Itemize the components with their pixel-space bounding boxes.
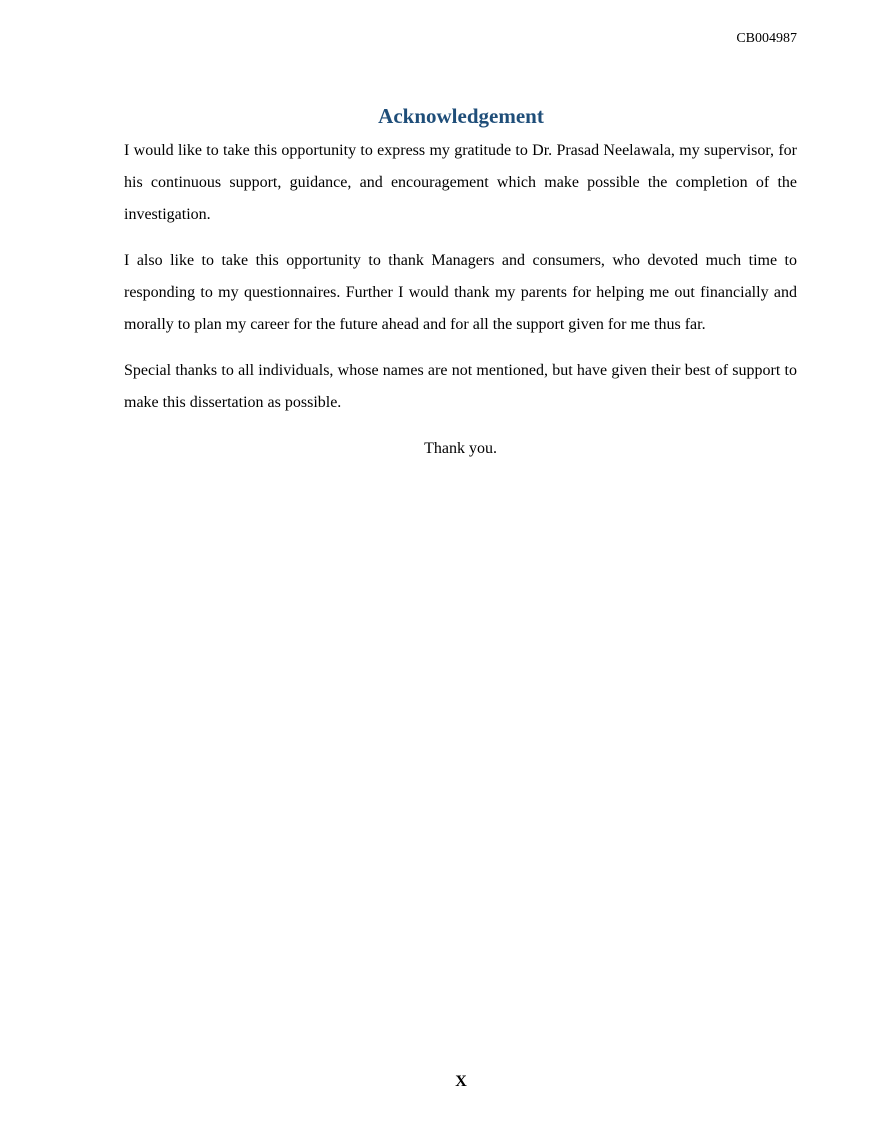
closing-line: Thank you.	[424, 440, 497, 457]
page-number: X	[455, 1073, 467, 1090]
paragraph-2: I also like to take this opportunity to thank Managers and consumers, who devoted much time to responding to my questionnaires. Further I would thank my parents for helping me out financially and morally to plan my career for the future ahead and for all the support given for me thus far.	[124, 252, 797, 333]
page-title: Acknowledgement	[378, 104, 544, 128]
paragraph-1: I would like to take this opportunity to express my gratitude to Dr. Prasad Neelawala, my supervisor, for his continuous support, guidance, and encouragement which make possible the completion of the investigation.	[124, 142, 797, 223]
acknowledgement-body	[124, 135, 797, 465]
document-id: CB004987	[736, 31, 797, 46]
paragraph-3: Special thanks to all individuals, whose names are not mentioned, but have given their best of support to make this dissertation as possible.	[124, 362, 797, 411]
